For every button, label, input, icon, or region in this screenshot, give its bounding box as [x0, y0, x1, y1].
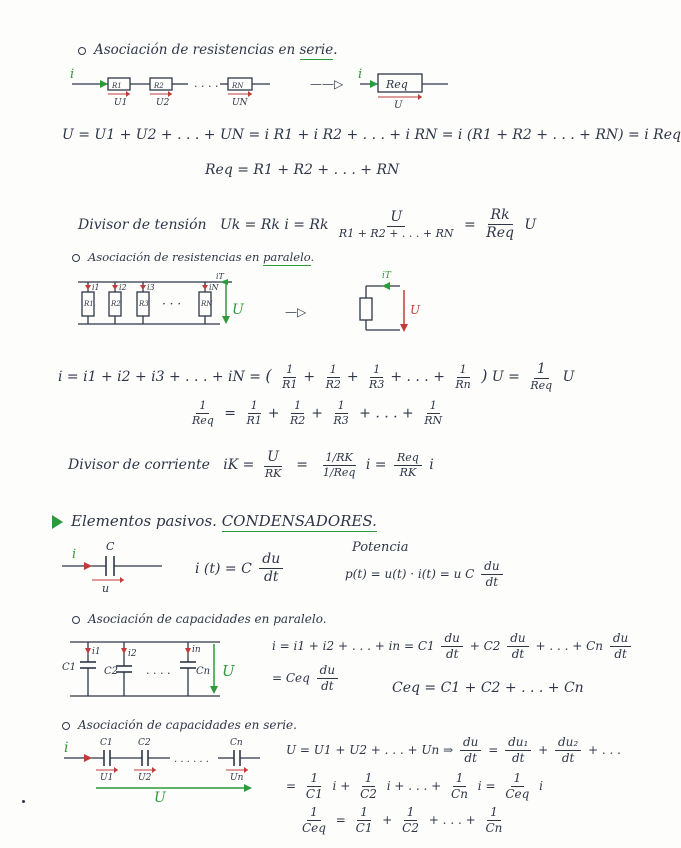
- cap-parallel-i2-label: i2: [128, 649, 137, 659]
- current-arrow-icon: [185, 648, 191, 654]
- series-un-label: UN: [232, 98, 248, 108]
- passive-heading: Elementos pasivos. CONDENSADORES.: [52, 512, 377, 530]
- current-divider-row: Divisor de corriente iK = $\frac{U}{RK}$ = $\frac{1/RK}{\text{1/Req}}$ i = $\frac{\text{Req}}{RK}$ i: [68, 449, 434, 481]
- bullet-icon: [72, 616, 80, 624]
- series-r1-label: R1: [112, 82, 122, 90]
- cap-series-u1-label: U1: [100, 773, 114, 783]
- parallel-rn-label: RN: [201, 300, 213, 308]
- current-arrow-icon: [85, 648, 91, 654]
- parallel-u-label: U: [232, 302, 244, 318]
- parallel-i1-label: i1: [92, 283, 100, 292]
- bullet-icon: [62, 722, 70, 730]
- cap-parallel-u-label: U: [222, 662, 235, 680]
- current-arrow-icon: [112, 285, 118, 290]
- cap-parallel-diagram: [60, 636, 260, 706]
- voltage-arrow-icon: [210, 686, 218, 694]
- capacitor-i-label: i: [72, 547, 77, 562]
- parallel-dots: · · ·: [162, 297, 182, 311]
- cap-series-u2-label: U2: [138, 773, 152, 783]
- voltage-arrow-icon: [244, 767, 248, 773]
- current-arrow-icon: [202, 285, 208, 290]
- voltage-arrow-icon: [126, 91, 130, 97]
- cap-parallel-equation-1: i = i1 + i2 + . . . + in = C1 $\frac{du}{dt}$ + C2 $\frac{du}{dt}$ + . . . + Cn $\frac{du}{dt}$: [272, 632, 634, 661]
- cap-series-c1-label: C1: [100, 738, 113, 748]
- voltage-arrow-icon: [400, 324, 408, 332]
- cap-series-c2-label: C2: [138, 738, 151, 748]
- equivalence-arrow: ——▷: [310, 77, 344, 91]
- svg-text:. . . .: . . . .: [146, 664, 171, 677]
- cap-series-cn-label: Cn: [230, 738, 243, 748]
- power-equation: p(t) = u(t) · i(t) = u C $\frac{du}{dt}$: [345, 560, 506, 589]
- triangle-bullet-icon: [52, 515, 63, 529]
- series-u1-label: U1: [114, 98, 128, 108]
- current-arrow-icon: [140, 285, 146, 290]
- current-arrow-icon: [382, 282, 390, 290]
- power-label: Potencia: [352, 540, 409, 555]
- cap-parallel-c2-label: C2: [104, 666, 119, 677]
- current-arrow-icon: [84, 562, 92, 570]
- resistor-req: [360, 298, 372, 320]
- cap-series-un-label: Un: [230, 773, 244, 783]
- series-r2-label: R2: [154, 82, 164, 90]
- bullet-icon: [72, 254, 80, 262]
- current-arrow-icon: [100, 80, 108, 88]
- equivalence-arrow: —▷: [285, 305, 307, 319]
- current-arrow-icon: [121, 648, 127, 654]
- parallel-i3-label: i3: [147, 283, 155, 292]
- parallel-r3-label: R3: [139, 300, 149, 308]
- parallel-eq-u-label: U: [410, 303, 421, 317]
- current-arrow-icon: [370, 80, 378, 88]
- parallel-equation-2: $\frac{1}{\text{Req}}$ = $\frac{1}{R1}$ + $\frac{1}{R2}$ + $\frac{1}{R3}$ + . . . + $\frac{1}{RN}$: [192, 399, 443, 428]
- cap-series-diagram: [60, 734, 280, 804]
- cap-parallel-equation-2: = Ceq $\frac{du}{dt}$: [272, 664, 341, 693]
- cap-parallel-in-label: in: [192, 645, 201, 655]
- current-arrow-icon: [85, 285, 91, 290]
- parallel-i2-label: i2: [119, 283, 127, 292]
- series-equation-2: Req = R1 + R2 + . . . + RN: [205, 162, 400, 178]
- cap-series-u-label: U: [154, 790, 166, 806]
- series-req-label: Req: [386, 78, 408, 91]
- cap-parallel-i1-label: i1: [92, 647, 101, 657]
- cap-series-equation-3: $\frac{1}{\text{Ceq}}$ = $\frac{1}{C1}$ + $\frac{1}{C2}$ + . . . + $\frac{1}{Cn}$: [302, 805, 503, 836]
- voltage-divider-label: Divisor de tensión: [78, 216, 207, 233]
- cap-parallel-cn-label: Cn: [196, 666, 211, 677]
- current-divider-label: Divisor de corriente: [68, 457, 210, 474]
- parallel-r2-label: R2: [111, 300, 121, 308]
- voltage-arrow-icon: [248, 91, 252, 97]
- voltage-arrow-icon: [168, 91, 172, 97]
- capacitor-u-label: u: [102, 582, 110, 595]
- parallel-eq-it-label: iT: [382, 271, 391, 281]
- voltage-divider-lhs: Uk = Rk i = Rk: [219, 216, 329, 233]
- parallel-it-label: iT: [216, 272, 224, 281]
- series-eq-current-label: i: [358, 67, 363, 82]
- voltage-arrow-icon: [120, 577, 124, 583]
- capacitor-equation: i (t) = C $\frac{du}{dt}$: [195, 552, 286, 586]
- parallel-in-label: iN: [209, 283, 219, 292]
- series-circuit-diagram: [70, 67, 450, 111]
- parallel-circuit-diagram: [70, 272, 490, 352]
- capacitor-diagram: [62, 540, 182, 595]
- series-eq-u-label: U: [394, 100, 403, 111]
- cap-parallel-ceq: Ceq = C1 + C2 + . . . + Cn: [392, 680, 584, 696]
- capacitor-c-label: C: [106, 540, 115, 553]
- voltage-arrow-icon: [222, 316, 230, 324]
- parallel-equation-1: i = i1 + i2 + i3 + . . . + iN = ( $\frac{1}{R1}$ + $\frac{1}{R2}$ + $\frac{1}{R3}$ + . . . + $\frac{1}{Rn}$ ) U = $\frac{1}{\text{Req}}$ U: [58, 361, 575, 393]
- current-arrow-icon: [84, 754, 92, 762]
- bullet-icon: [78, 47, 86, 55]
- parallel-r1-label: R1: [84, 300, 94, 308]
- ink-dot: [22, 800, 25, 803]
- cap-series-equation-1: U = U1 + U2 + . . . + Un ⇒ $\frac{du}{dt}$ = $\frac{\text{du₁}}{dt}$ + $\frac{\text{du₂}}{dt}$ + . . .: [286, 735, 621, 766]
- cap-series-heading: Asociación de capacidades en serie.: [62, 718, 297, 732]
- voltage-divider-row: Divisor de tensión Uk = Rk i = Rk $\frac{U}{R1 + R2 + . . . + RN}$ = $\frac{Rk}{\text{Req}}$ U: [78, 207, 537, 242]
- voltage-arrow-icon: [114, 767, 118, 773]
- series-u2-label: U2: [156, 98, 170, 108]
- voltage-arrow-icon: [244, 784, 252, 792]
- voltage-arrow-icon: [418, 94, 422, 100]
- voltage-arrow-icon: [152, 767, 156, 773]
- cap-series-equation-2: = $\frac{1}{C1}$ i + $\frac{1}{C2}$ i + . . . + $\frac{1}{Cn}$ i = $\frac{1}{\text{Ceq}}$ i: [286, 771, 543, 802]
- parallel-heading: Asociación de resistencias en paralelo.: [72, 250, 314, 264]
- series-heading: Asociación de resistencias en serie.: [78, 42, 337, 58]
- cap-parallel-c1-label: C1: [62, 662, 77, 673]
- svg-text:. . . .: . . . .: [194, 77, 219, 90]
- cap-parallel-heading: Asociación de capacidades en paralelo.: [72, 612, 327, 626]
- cap-series-i-label: i: [64, 740, 69, 756]
- series-current-label: i: [70, 67, 75, 82]
- series-rn-label: RN: [232, 82, 244, 90]
- svg-text:. . . . . .: . . . . . .: [174, 754, 209, 765]
- series-equation-1: U = U1 + U2 + . . . + UN = i R1 + i R2 + . . . + i RN = i (R1 + R2 + . . . + RN) = i Req: [62, 127, 681, 143]
